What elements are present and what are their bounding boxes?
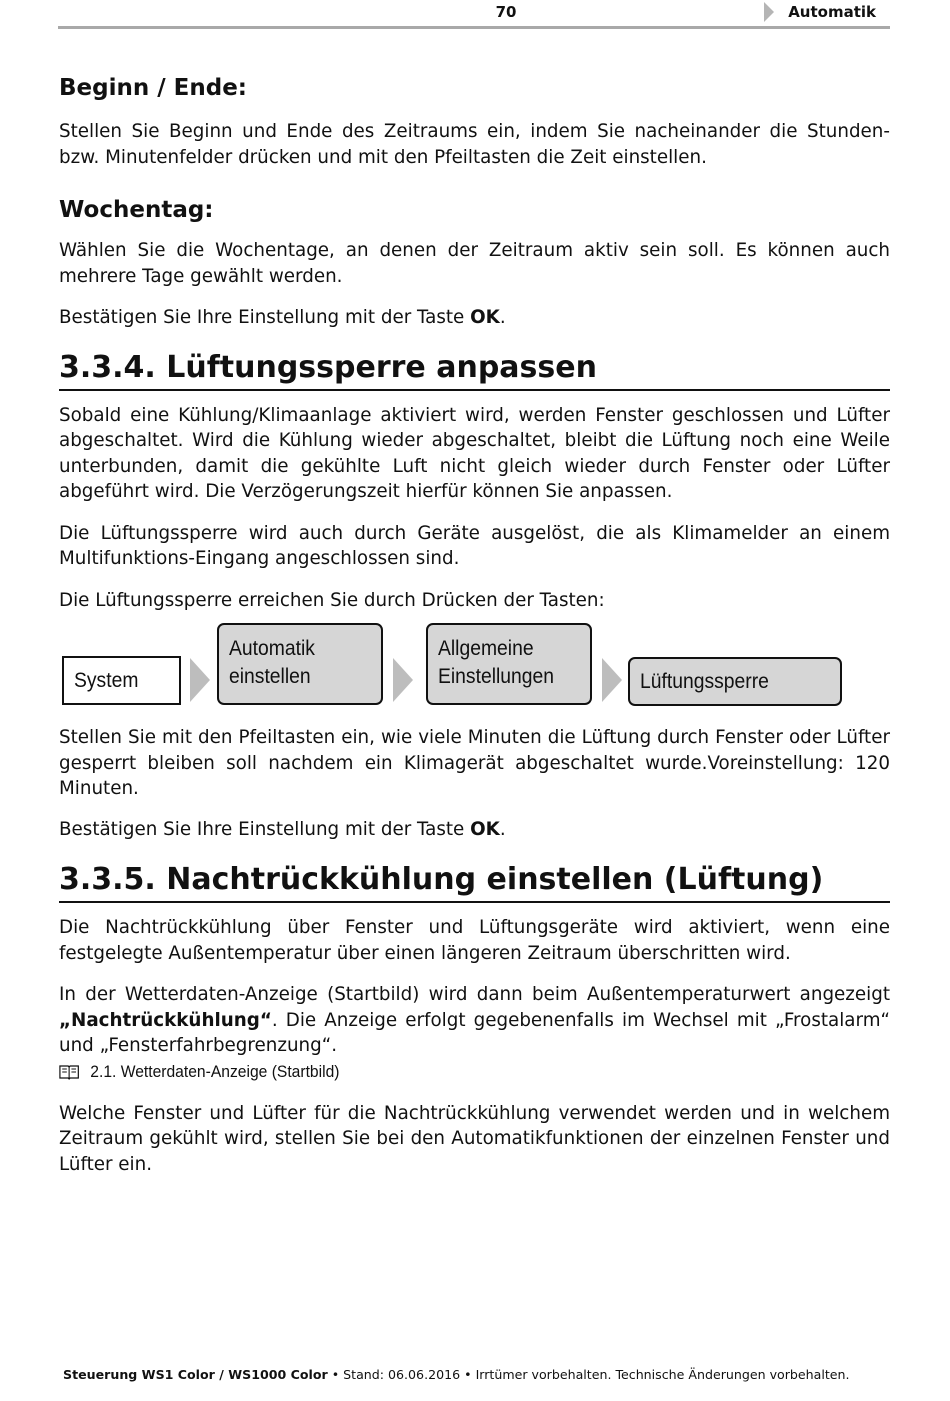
automatik-einstellen-button[interactable]: [217, 623, 383, 705]
para2-text: In der Wetterdaten-Anzeige (Startbild) wird dann beim Außentemperaturwert angezeigt: [59, 984, 890, 1005]
confirm-334: [59, 817, 890, 843]
section-heading-335: 3.3.5. Nachtrückkühlung einstellen (Lüftung): [59, 860, 890, 903]
page-content: [59, 70, 890, 1177]
chapter-title: Automatik: [788, 3, 876, 21]
lueftungssperre-button[interactable]: [628, 657, 842, 706]
footer-date: Stand: 06.06.2016: [343, 1367, 461, 1382]
confirm-suffix: .: [499, 307, 506, 328]
ok-key-label: OK: [470, 307, 500, 328]
confirm-text: Bestätigen Sie Ihre Einstellung mit der Taste: [59, 307, 471, 328]
section-334-para1: Sobald eine Kühlung/Klimaanlage aktiviert wird, werden Fenster geschlossen und Lüfter abgeschaltet. Wird die Kühlung wieder abgeschaltet, bleibt die Lüftung noch eine Weile unterbunden, damit die gekühlte Luft nicht gleich wieder durch Fenster oder Lüfter abgeführt wird. Die Verzögerungszeit hierfür können Sie anpassen.: [59, 404, 890, 502]
system-button[interactable]: [62, 656, 181, 705]
section-334-para3: Die Lüftungssperre erreichen Sie durch Drücken der Tasten:: [59, 589, 605, 611]
confirm-suffix: .: [499, 818, 506, 840]
allgemeine-label-line2: Einstellungen: [438, 665, 555, 688]
automatik-label-line1: Automatik: [229, 637, 315, 660]
confirm-wochentag: [59, 305, 890, 331]
system-button-label: System: [74, 669, 139, 692]
section-334-para2: Die Lüftungssperre wird auch durch Geräte ausgelöst, die als Klimamelder an einem Multifunktions-Eingang angeschlossen sind.: [59, 522, 890, 569]
book-icon: [59, 1064, 79, 1080]
arrow-right-icon: [602, 658, 622, 702]
lueftungssperre-label: Lüftungssperre: [640, 670, 769, 693]
page-number: 70: [495, 3, 517, 21]
section-heading-334: 3.3.4. Lüftungssperre anpassen: [59, 348, 890, 391]
para2-suffix: . Die Anzeige erfolgt gegebenenfalls im Wechsel mit „Frostalarm“ und „Fensterfahrbegrenzung“.: [59, 1009, 890, 1056]
footer-separator: •: [327, 1367, 344, 1382]
chapter-arrow-icon: [764, 2, 774, 22]
confirm-text: Bestätigen Sie Ihre Einstellung mit der Taste: [59, 818, 471, 840]
reference-text: 2.1. Wetterdaten-Anzeige (Startbild): [90, 1061, 340, 1081]
page-footer: [63, 1367, 850, 1382]
para2-bold: „Nachtrückkühlung“: [59, 1009, 272, 1031]
footer-product: Steuerung WS1 Color / WS1000 Color: [63, 1367, 328, 1382]
allgemeine-einstellungen-button[interactable]: [426, 623, 592, 705]
section-335-para3: Welche Fenster und Lüfter für die Nachtrückkühlung verwendet werden und in welchem Zeitraum gekühlt wird, stellen Sie bei den Automatikfunktionen der einzelnen Fenster und Lüfter ein.: [59, 1102, 890, 1175]
text-beginn-ende: Stellen Sie Beginn und Ende des Zeitraums ein, indem Sie nacheinander die Stunden- bzw. Minutenfelder drücken und mit den Pfeiltasten die Zeit einstellen.: [59, 121, 890, 168]
section-335-para1: Die Nachtrückkühlung über Fenster und Lüftungsgeräte wird aktiviert, wenn eine festgelegte Außentemperatur über einen längeren Zeitraum überschritten wird.: [59, 917, 890, 964]
text-wochentag: Wählen Sie die Wochentage, an denen der Zeitraum aktiv sein soll. Es können auch mehrere Tage gewählt werden.: [59, 240, 890, 287]
footer-disclaimer: Irrtümer vorbehalten. Technische Änderungen vorbehalten.: [475, 1367, 850, 1382]
page-header: [58, 0, 890, 29]
arrow-right-icon: [190, 658, 210, 702]
section-334-para4: Stellen Sie mit den Pfeiltasten ein, wie viele Minuten die Lüftung durch Fenster oder Lüfter gesperrt bleiben soll nachdem ein Klimagerät abgeschaltet wurde.Voreinstellung: 120 Minuten.: [59, 727, 890, 799]
automatik-label-line2: einstellen: [229, 665, 311, 688]
cross-reference[interactable]: [59, 1060, 824, 1084]
section-335-para2: [59, 982, 890, 1059]
heading-wochentag: Wochentag:: [59, 197, 214, 223]
footer-separator: •: [460, 1367, 476, 1382]
heading-beginn-ende: Beginn / Ende:: [59, 75, 247, 101]
arrow-right-icon: [393, 658, 413, 702]
allgemeine-label-line1: Allgemeine: [438, 637, 534, 660]
ok-key-label: OK: [470, 818, 500, 840]
button-sequence: [59, 622, 890, 712]
